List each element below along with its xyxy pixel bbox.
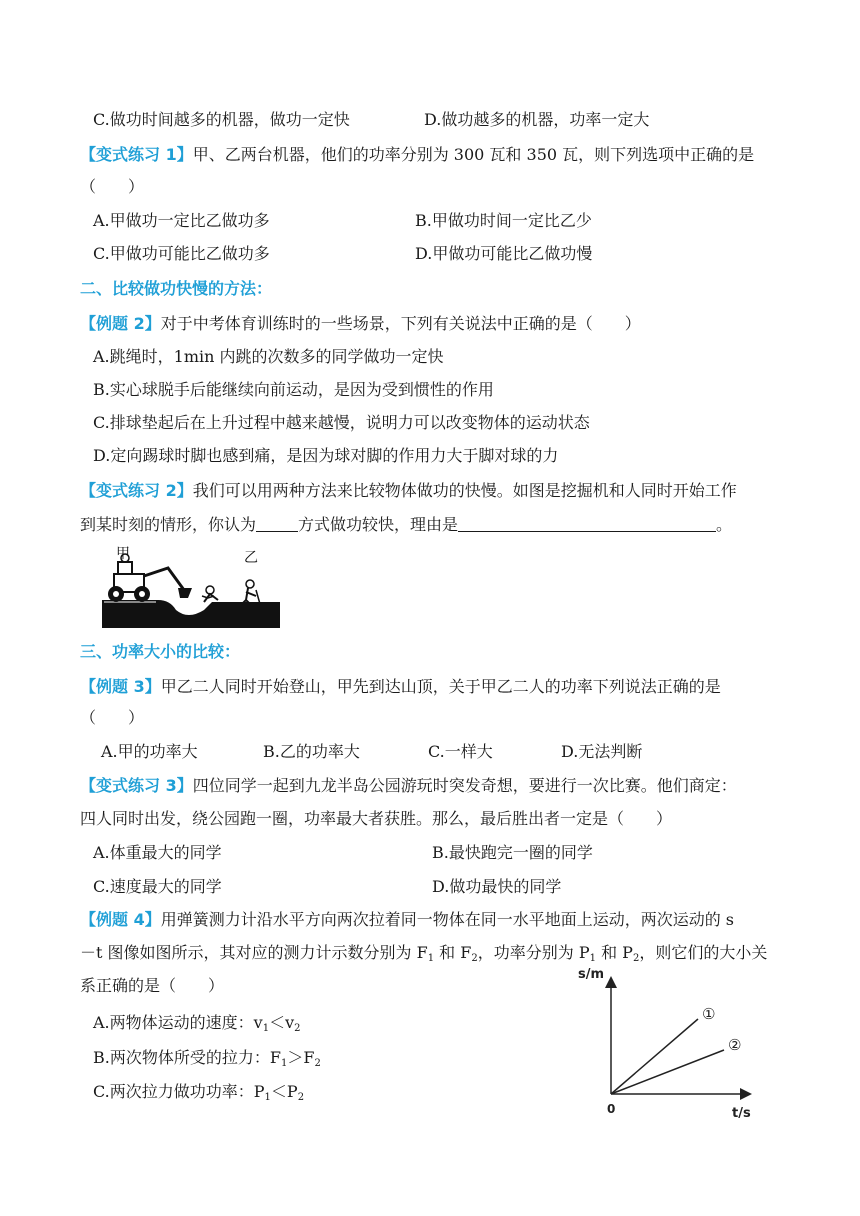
- exercise-2-stem: 【变式练习 2】我们可以用两种方法来比较物体做功的快慢。如图是挖掘机和人同时开始工作: [80, 481, 737, 500]
- option-c: C.一样大: [428, 742, 493, 761]
- option-c: C.速度最大的同学: [93, 877, 222, 896]
- s-t-graph: [570, 962, 760, 1122]
- example-3-tag: 【例题 3】: [80, 677, 161, 696]
- option-a: A.甲的功率大: [101, 742, 198, 761]
- option-b: B.两次物体所受的拉力：$F_1>F_2$: [93, 1048, 321, 1069]
- exercise-3-tag: 【变式练习 3】: [80, 776, 193, 795]
- option-d: D.无法判断: [561, 742, 643, 761]
- example-2-tag: 【例题 2】: [80, 314, 161, 333]
- option-c: C.甲做功可能比乙做功多: [93, 244, 270, 263]
- excavator-workers-illustration: [98, 540, 284, 630]
- line-2: [611, 1050, 724, 1094]
- exercise-3-stem: 【变式练习 3】四位同学一起到九龙半岛公园游玩时突发奇想，要进行一次比赛。他们商定：: [80, 776, 737, 795]
- option-b: B.甲做功时间一定比乙少: [415, 211, 592, 230]
- line-1-label: ①: [702, 1005, 716, 1023]
- option-c: C.两次拉力做功功率：$P_1<P_2$: [93, 1082, 305, 1103]
- example-4-tag: 【例题 4】: [80, 910, 161, 929]
- option-c: C.排球垫起后在上升过程中越来越慢，说明力可以改变物体的运动状态: [93, 413, 590, 432]
- exercise-1-stem: 【变式练习 1】甲、乙两台机器，他们的功率分别为 300 瓦和 350 瓦，则下列选项中正确的是: [80, 145, 755, 164]
- option-a: A.跳绳时，1min 内跳的次数多的同学做功一定快: [93, 347, 444, 366]
- option-b: B.乙的功率大: [263, 742, 360, 761]
- option-a: A.两物体运动的速度：$v_1<v_2$: [93, 1013, 301, 1034]
- origin-label: 0: [607, 1102, 616, 1116]
- example-3-paren: （ ）: [80, 708, 145, 727]
- line-2-label: ②: [728, 1036, 742, 1054]
- exercise-2-stem-line2: 到某时刻的情形，你认为 方式做功较快，理由是 。: [80, 515, 733, 534]
- option-d: D.做功最快的同学: [432, 877, 562, 896]
- option-d: D.做功越多的机器，功率一定大: [424, 110, 650, 129]
- example-2-stem: 【例题 2】对于中考体育训练时的一些场景，下列有关说法中正确的是（ ）: [80, 314, 641, 333]
- label-jia: 甲: [116, 546, 130, 562]
- line-1: [611, 1019, 698, 1094]
- option-d: D.定向踢球时脚也感到痛，是因为球对脚的作用力大于脚对球的力: [93, 446, 559, 465]
- example-4-stem-line2: －t 图像如图所示，其对应的测力计示数分别为 $F_1$ 和 $F_2$，功率分别为 $P_1$ 和 $P_2$，则它们的大小关: [80, 943, 768, 964]
- example-4-stem: 【例题 4】用弹簧测力计沿水平方向两次拉着同一物体在同一水平地面上运动，两次运动的 s: [80, 910, 735, 929]
- section-3-title: 三、功率大小的比较：: [80, 642, 241, 661]
- answer-blank-1[interactable]: [256, 515, 298, 532]
- label-yi: 乙: [244, 550, 258, 566]
- option-a: A.甲做功一定比乙做功多: [93, 211, 270, 230]
- x-axis-label: t/s: [732, 1106, 751, 1121]
- option-d: D.甲做功可能比乙做功慢: [415, 244, 593, 263]
- exercise-3-stem-line2: 四人同时出发，绕公园跑一圈，功率最大者获胜。那么，最后胜出者一定是（ ）: [80, 809, 673, 828]
- option-a: A.体重最大的同学: [93, 843, 222, 862]
- exercise-1-paren: （ ）: [80, 177, 145, 196]
- option-c: C.做功时间越多的机器，做功一定快: [93, 110, 350, 129]
- exercise-2-tag: 【变式练习 2】: [80, 481, 193, 500]
- example-3-stem: 【例题 3】甲乙二人同时开始登山，甲先到达山顶，关于甲乙二人的功率下列说法正确的是: [80, 677, 721, 696]
- exercise-1-tag: 【变式练习 1】: [80, 145, 193, 164]
- example-4-stem-line3: 系正确的是（ ）: [80, 976, 225, 995]
- option-b: B.实心球脱手后能继续向前运动，是因为受到惯性的作用: [93, 380, 494, 399]
- option-b: B.最快跑完一圈的同学: [432, 843, 593, 862]
- answer-blank-2[interactable]: [458, 515, 716, 532]
- section-2-title: 二、比较做功快慢的方法：: [80, 279, 273, 298]
- y-axis-label: s/m: [578, 967, 605, 982]
